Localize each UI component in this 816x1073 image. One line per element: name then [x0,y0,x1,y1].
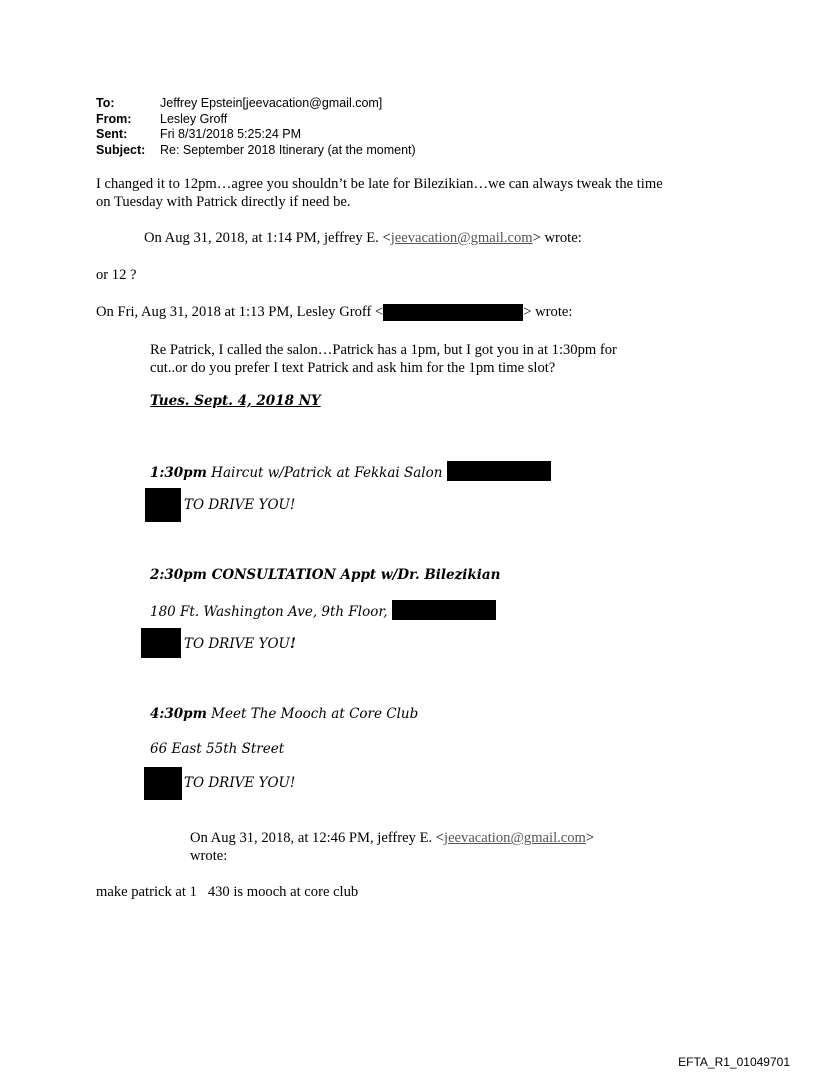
haircut-time: 1:30pm [150,465,207,481]
quote-1-prefix: On Aug 31, 2018, at 1:14 PM, jeffrey E. < [144,230,391,246]
paragraph-1-line-2: on Tuesday with Patrick directly if need be. [96,194,351,210]
from-label: From: [96,111,132,126]
subject-label: Subject: [96,142,146,157]
consultation-address-text: 180 Ft. Washington Ave, 9th Floor, [150,604,392,620]
redaction-consultation-location [392,600,496,620]
drive-note-2-text: TO DRIVE YOU [184,636,290,652]
paragraph-1-line-1: I changed it to 12pm…agree you shouldn’t be late for Bilezikian…we can always tweak the time [96,176,663,192]
final-message: make patrick at 1 430 is mooch at core club [96,884,359,900]
sent-label: Sent: [96,127,128,141]
quote-3-line-2: wrote: [190,848,228,864]
patrick-line-1: Re Patrick, I called the salon…Patrick has a 1pm, but I got you in at 1:30pm for [150,342,617,358]
from-value: Lesley Groff [160,111,228,126]
patrick-line-2: cut..or do you prefer I text Patrick and ask him for the 1pm time slot? [150,360,556,376]
mooch-address: 66 East 55th Street [150,741,285,757]
subject-row [96,143,416,159]
quote-3-email-link[interactable]: jeevacation@gmail.com [444,830,586,846]
quote-3-prefix: On Aug 31, 2018, at 12:46 PM, jeffrey E. < [190,830,445,846]
document-id-footer: EFTA_R1_01049701 [678,1055,790,1069]
quote-1-suffix: > wrote: [532,230,582,246]
itinerary-item-haircut [150,461,551,482]
redaction-driver-2 [141,628,181,658]
to-value: Jeffrey Epstein[jeevacation@gmail.com] [160,96,383,110]
quote-2-suffix: > wrote: [523,304,573,320]
drive-note-2-exclamation: ! [289,636,296,652]
quote-attribution-1 [144,229,582,247]
quote-attribution-2 [96,303,572,321]
to-label: To: [96,96,115,110]
redaction-email [383,304,523,321]
reply-or-12: or 12 ? [96,267,137,283]
drive-note-3: TO DRIVE YOU! [184,775,296,791]
quote-attribution-3 [190,829,594,865]
sent-row [96,127,416,143]
from-row [96,112,416,128]
quote-1-email-link[interactable]: jeevacation@gmail.com [390,230,533,246]
drive-note-2 [184,635,296,653]
itinerary-item-consultation: 2:30pm CONSULTATION Appt w/Dr. Bilezikian [150,567,501,583]
drive-note-1: TO DRIVE YOU! [184,497,296,513]
to-row [96,96,416,112]
redaction-driver-1 [145,488,181,522]
patrick-paragraph [150,341,617,377]
itinerary-date-heading: Tues. Sept. 4, 2018 NY [150,393,321,409]
quote-2-prefix: On Fri, Aug 31, 2018 at 1:13 PM, Lesley Groff < [96,304,384,320]
consultation-address [150,600,496,621]
redaction-salon-address [447,461,551,481]
subject-value: Re: September 2018 Itinerary (at the moment) [160,142,416,157]
quote-3-suffix: > [585,830,595,846]
mooch-time: 4:30pm [150,706,207,722]
haircut-description: Haircut w/Patrick at Fekkai Salon [206,465,447,481]
message-paragraph-1 [96,175,663,211]
mooch-description: Meet The Mooch at Core Club [206,706,419,722]
quote-3-line-1 [190,829,594,847]
redaction-driver-3 [144,767,182,800]
email-header [96,96,416,158]
sent-value: Fri 8/31/2018 5:25:24 PM [160,127,302,141]
itinerary-item-mooch [150,705,418,723]
